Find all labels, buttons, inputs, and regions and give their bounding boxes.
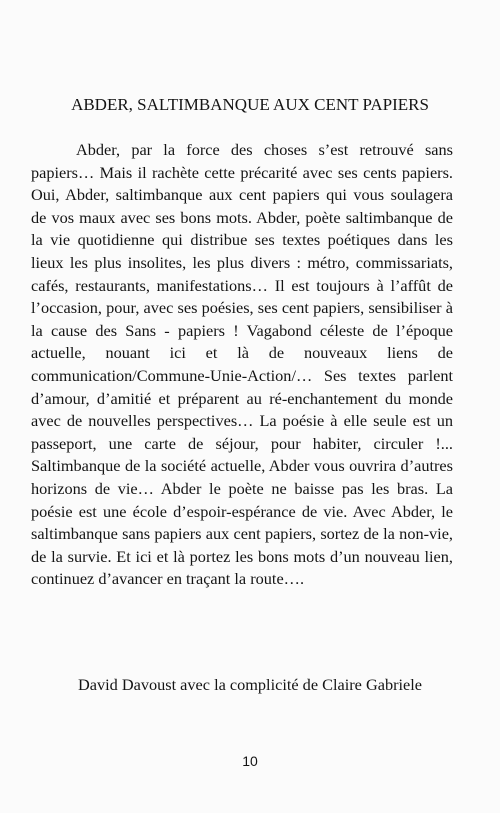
- page-number: 10: [242, 753, 258, 769]
- chapter-title: ABDER, SALTIMBANQUE AUX CENT PAPIERS: [71, 95, 429, 114]
- body-paragraph: Abder, par la force des choses s’est retrouvé sans papiers… Mais il rachète cette précarité avec ses cents papiers. Oui, Abder, saltimbanque aux cent papiers qui vous soulagera de vos maux avec ses bons mots. Abder, poète saltimbanque de la vie quotidienne qui distribue ses textes poétiques dans les lieux les plus insolites, les plus divers : métro, commissariats, cafés, restaurants, manifestations… Il est toujours à l’affût de l’occasion, pour, avec ses poésies, ses cent papiers, sensibiliser à la cause des Sans - papiers ! Vagabond céleste de l’époque actuelle, nouant ici et là de nouveaux liens de communication/Commune-Unie-Action/… Ses textes parlent d’amour, d’amitié et préparent au ré-enchantement du monde avec de nouvelles perspectives… La poésie à elle seule est un passeport, une carte de séjour, pour habiter, circuler !... Saltimbanque de la société actuelle, Abder vous ouvrira d’autres horizons de vie… Abder le poète ne baisse pas les bras. La poésie est une école d’espoir-espérance de vie. Avec Abder, le saltimbanque sans papiers aux cent papiers, sortez de la non-vie, de la survie. Et ici et là portez les bons mots d’un nouveau lien, continuez d’avancer en traçant la route….: [31, 140, 453, 589]
- author-signature: David Davoust avec la complicité de Claire Gabriele: [77, 675, 423, 694]
